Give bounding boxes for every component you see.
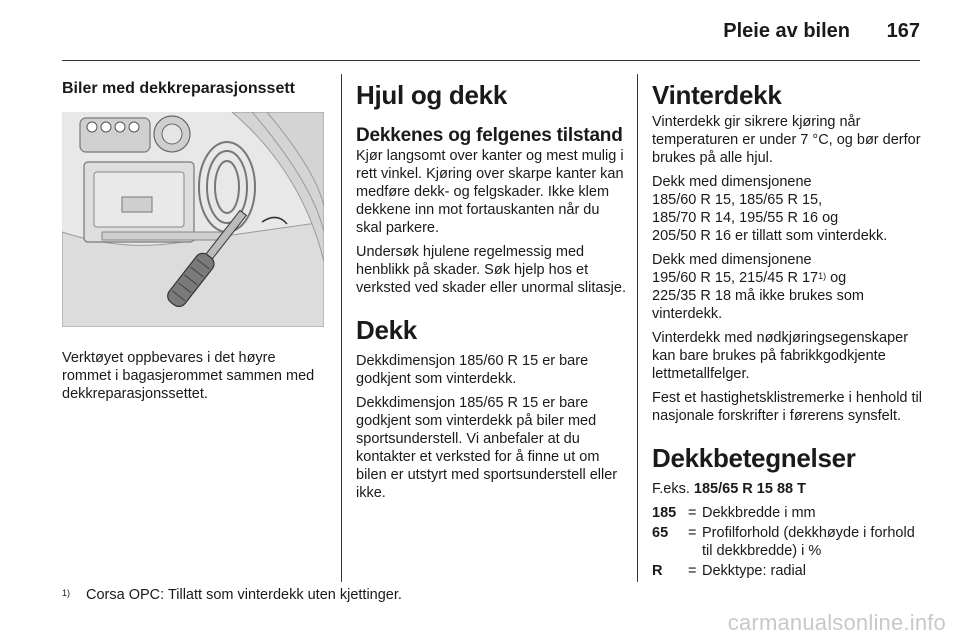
paragraph-winter-intro: Vinterdekk gir sikrere kjøring når temperaturen er under 7 °C, og bør derfor brukes på alle hjul. (652, 114, 921, 166)
column-divider-2 (637, 74, 638, 582)
footnote-ref: 1) (818, 271, 827, 281)
tool-compartment-image (62, 112, 324, 327)
paragraph-tyre-size-2: Dekkdimensjon 185/65 R 15 er bare godkjent som vinterdekk på biler med sportsunderstell. Vi anbefaler at du kontakter et verksted for å finne ut om bilen er utstyrt med sportsunderstell eller ikke. (356, 395, 618, 501)
footnote-text: Corsa OPC: Tillatt som vinterdekk uten kjettinger. (86, 587, 402, 603)
paragraph-runflat: Vinterdekk med nødkjøringsegenskaper kan bare brukes på fabrikkgodkjente lettmetallfelger. (652, 330, 909, 382)
section-title-tyres: Dekk (356, 315, 417, 345)
illustration-caption: Verktøyet oppbevares i det høyre rommet i bagasjerommet sammen med dekkreparasjonssettet. (62, 350, 315, 402)
definition-term: R (652, 563, 663, 579)
column-3 (652, 80, 922, 582)
paragraph-forbidden-sizes (652, 251, 922, 323)
section-title-winter-tyres: Vinterdekk (652, 80, 782, 110)
definition-row (652, 524, 922, 560)
definition-term: 185 (652, 505, 677, 521)
page-header (62, 14, 920, 56)
definition-row (652, 562, 922, 580)
example-prefix: F.eks. (652, 481, 694, 497)
section-heading-tyre-repair: Biler med dekkreparasjonssett (62, 80, 295, 97)
definition-term: 65 (652, 525, 669, 541)
subheading-tyre-condition: Dekkenes og felgenes tilstand (356, 125, 623, 146)
forbidden-sizes-og: og (826, 270, 847, 286)
example-line (652, 480, 922, 498)
header-title: Pleie av bilen (723, 20, 850, 42)
header-rule (62, 60, 920, 61)
definition-row (652, 504, 922, 522)
column-2 (356, 80, 628, 508)
definition-list (652, 504, 922, 580)
allowed-sizes-line-2: 185/60 R 15, 185/65 R 15, (652, 192, 823, 208)
paragraph-tyre-size-1: Dekkdimensjon 185/60 R 15 er bare godkjent som vinterdekk. (356, 353, 589, 387)
footnote (62, 586, 662, 604)
definition-text: Dekkbredde i mm (702, 505, 816, 521)
forbidden-sizes-line-1: Dekk med dimensjonene (652, 252, 812, 268)
forbidden-sizes-rest: 225/35 R 18 må ikke brukes som vinterdekk. (652, 288, 864, 322)
column-divider-1 (341, 74, 342, 582)
page-number: 167 (886, 20, 920, 42)
watermark: carmanualsonline.info (727, 610, 946, 635)
paragraph-allowed-sizes (652, 173, 922, 245)
section-title-tyre-designations: Dekkbetegnelser (652, 443, 856, 473)
definition-text: Dekktype: radial (702, 563, 806, 579)
paragraph-speed-sticker: Fest et hastighetsklistremerke i henhold til nasjonale forskrifter i førerens synsfelt. (652, 390, 922, 424)
allowed-sizes-line-1: Dekk med dimensjonene (652, 174, 812, 190)
definition-equals: = (688, 563, 697, 579)
column-1 (62, 80, 324, 409)
illustration-tool-compartment (62, 112, 324, 327)
forbidden-sizes-line-2: 195/60 R 15, 215/45 R 17 (652, 270, 819, 286)
example-code: 185/65 R 15 88 T (693, 481, 806, 497)
definition-equals: = (688, 505, 697, 521)
section-title-wheels-tyres: Hjul og dekk (356, 80, 507, 110)
footnote-marker: 1) (62, 588, 71, 598)
definition-text: Profilforhold (dekkhøyde i forhold til dekkbredde) i % (702, 525, 915, 559)
paragraph-inspection: Undersøk hjulene regelmessig med henblikk på skader. Søk hjelp hos et verksted ved skader eller unormal slitasje. (356, 244, 626, 296)
paragraph-kerbs: Kjør langsomt over kanter og mest mulig i rett vinkel. Kjøring over skarpe kanter kan medføre dekk- og felgskader. Ikke klem dekkene inn mot fortauskanten når du skal parkere. (356, 148, 624, 236)
definition-equals: = (688, 525, 697, 541)
allowed-sizes-line-3: 185/70 R 14, 195/55 R 16 og (652, 210, 839, 226)
allowed-sizes-line-4: 205/50 R 16 er tillatt som vinterdekk. (652, 228, 888, 244)
